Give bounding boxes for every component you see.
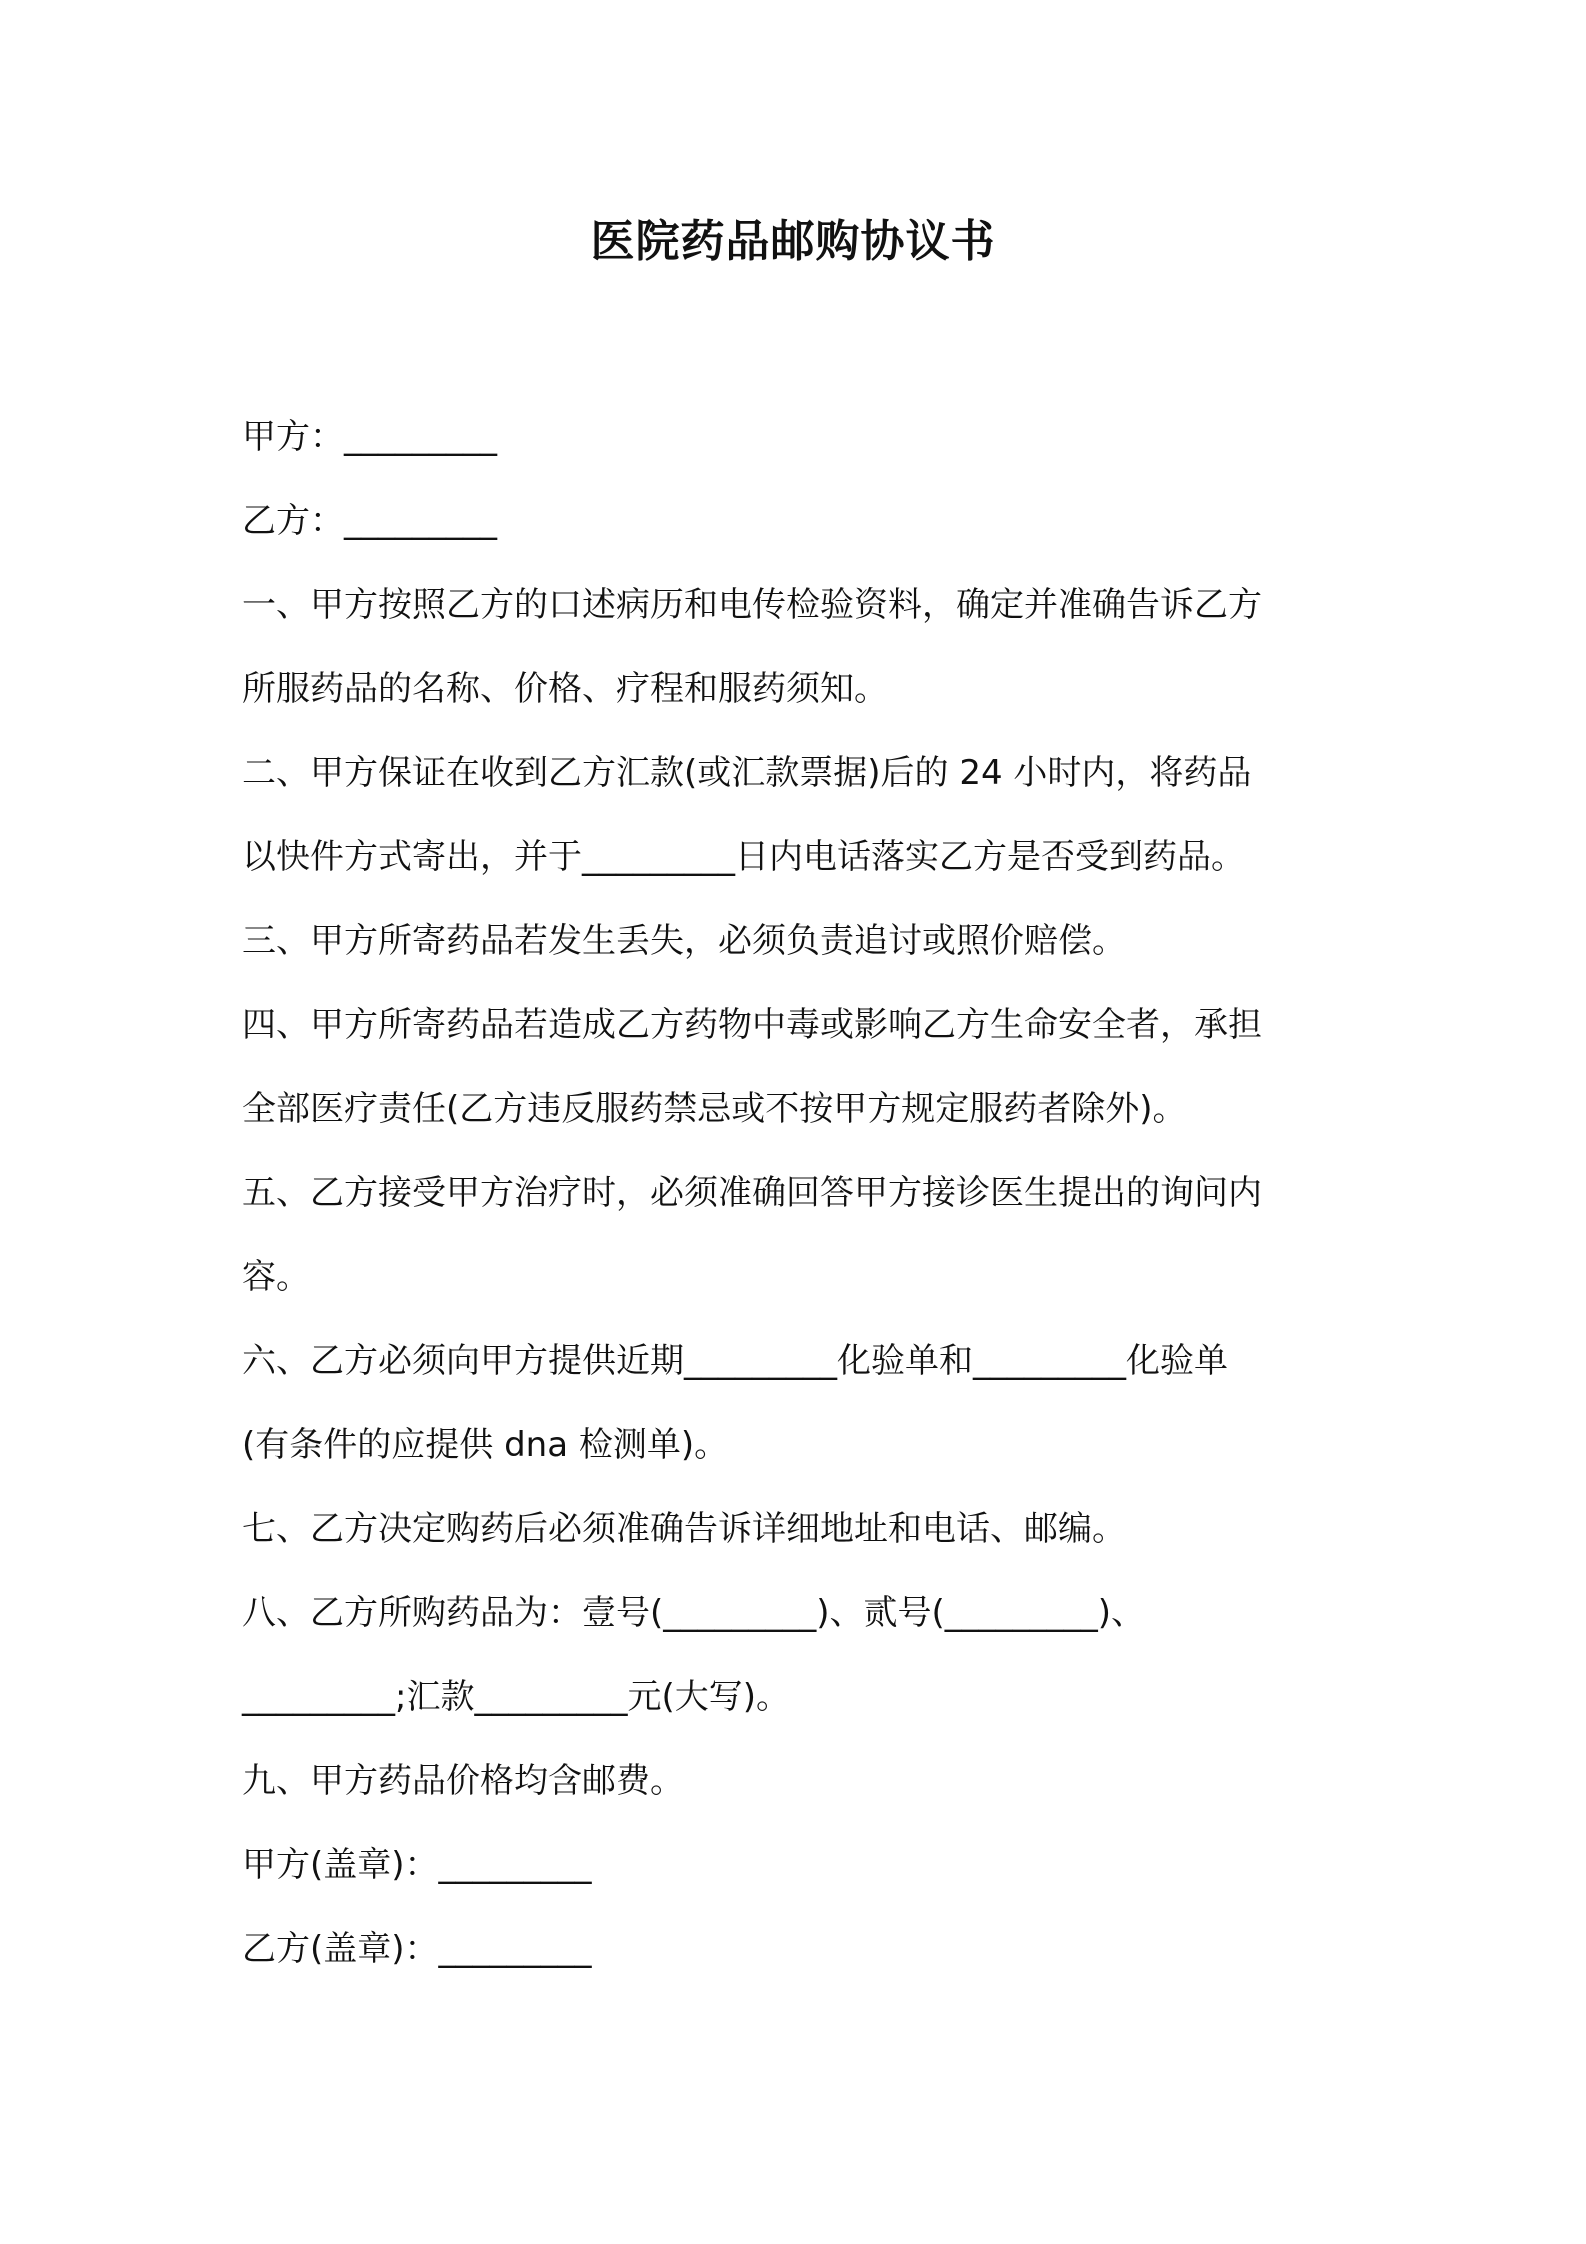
- party-a-line: 甲方：_________: [242, 417, 497, 457]
- party-a-seal-line: 甲方(盖章)：_________: [242, 1845, 592, 1885]
- clause-4-line-2: 全部医疗责任(乙方违反服药禁忌或不按甲方规定服药者除外)。: [242, 1089, 1187, 1129]
- clause-8-line-2: _________;汇款_________元(大写)。: [242, 1677, 790, 1717]
- clause-7-line-1: 七、乙方决定购药后必须准确告诉详细地址和电话、邮编。: [242, 1509, 1126, 1549]
- clause-1-line-1: 一、甲方按照乙方的口述病历和电传检验资料，确定并准确告诉乙方: [242, 585, 1262, 625]
- clause-6-line-1: 六、乙方必须向甲方提供近期_________化验单和_________化验单: [242, 1341, 1228, 1381]
- party-b-seal-line: 乙方(盖章)：_________: [242, 1929, 592, 1969]
- clause-6-line-2: (有条件的应提供 dna 检测单)。: [242, 1425, 729, 1465]
- clause-4-line-1: 四、甲方所寄药品若造成乙方药物中毒或影响乙方生命安全者，承担: [242, 1005, 1262, 1045]
- document-title: 医院药品邮购协议书: [590, 216, 996, 267]
- document-body: [242, 407, 1360, 2003]
- clause-1-line-2: 所服药品的名称、价格、疗程和服药须知。: [242, 669, 888, 709]
- clause-2-line-2: 以快件方式寄出，并于_________日内电话落实乙方是否受到药品。: [242, 837, 1245, 877]
- clause-8-line-1: 八、乙方所购药品为：壹号(_________)、贰号(_________)、: [242, 1593, 1146, 1633]
- party-b-line: 乙方：_________: [242, 501, 497, 541]
- clause-5-line-1: 五、乙方接受甲方治疗时，必须准确回答甲方接诊医生提出的询问内: [242, 1173, 1262, 1213]
- clause-5-line-2: 容。: [242, 1257, 310, 1297]
- clause-2-line-1: 二、甲方保证在收到乙方汇款(或汇款票据)后的 24 小时内，将药品: [242, 753, 1252, 793]
- clause-9-line-1: 九、甲方药品价格均含邮费。: [242, 1761, 684, 1801]
- clause-3-line-1: 三、甲方所寄药品若发生丢失，必须负责追讨或照价赔偿。: [242, 921, 1126, 961]
